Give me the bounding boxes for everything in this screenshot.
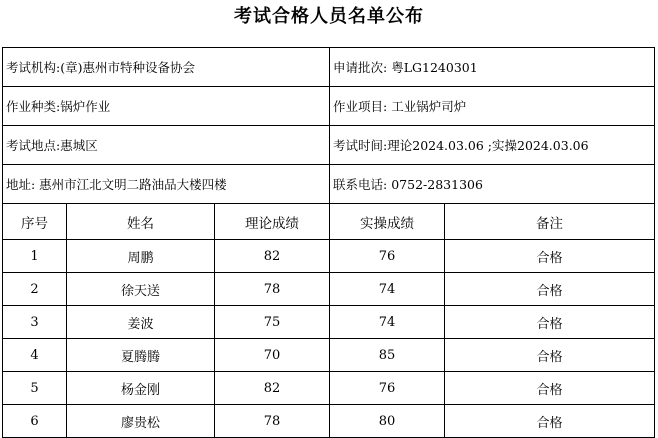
cell-practice: 74 <box>330 306 445 339</box>
cell-theory: 78 <box>215 405 330 438</box>
cell-note: 合格 <box>445 405 655 438</box>
cell-name: 夏腾腾 <box>67 339 215 372</box>
cell-name: 徐天送 <box>67 273 215 306</box>
cell-practice: 74 <box>330 273 445 306</box>
cell-no: 2 <box>3 273 67 306</box>
table-row <box>3 372 655 405</box>
cell-name: 周鹏 <box>67 240 215 273</box>
cell-note: 合格 <box>445 240 655 273</box>
cell-practice: 80 <box>330 405 445 438</box>
info-row-3 <box>3 126 655 165</box>
table-header-row <box>3 204 655 240</box>
cell-practice: 76 <box>330 372 445 405</box>
column-header-no: 序号 <box>3 204 67 240</box>
exam-location: 考试地点:惠城区 <box>3 126 330 165</box>
column-header-theory: 理论成绩 <box>215 204 330 240</box>
cell-no: 4 <box>3 339 67 372</box>
table-row <box>3 306 655 339</box>
cell-name: 姜波 <box>67 306 215 339</box>
contact-phone: 联系电话: 0752-2831306 <box>330 165 655 204</box>
cell-no: 6 <box>3 405 67 438</box>
address: 地址: 惠州市江北文明二路油品大楼四楼 <box>3 165 330 204</box>
column-header-name: 姓名 <box>67 204 215 240</box>
page-title: 考试合格人员名单公布 <box>234 6 424 27</box>
cell-theory: 82 <box>215 372 330 405</box>
cell-note: 合格 <box>445 273 655 306</box>
cell-name: 廖贵松 <box>67 405 215 438</box>
cell-no: 1 <box>3 240 67 273</box>
cell-note: 合格 <box>445 306 655 339</box>
table-row <box>3 273 655 306</box>
job-category: 作业种类:锅炉作业 <box>3 87 330 126</box>
table-row <box>3 405 655 438</box>
cell-no: 5 <box>3 372 67 405</box>
cell-note: 合格 <box>445 372 655 405</box>
cell-no: 3 <box>3 306 67 339</box>
exam-time: 考试时间:理论2024.03.06 ;实操2024.03.06 <box>330 126 655 165</box>
cell-theory: 75 <box>215 306 330 339</box>
cell-theory: 70 <box>215 339 330 372</box>
job-item: 作业项目: 工业锅炉司炉 <box>330 87 655 126</box>
cell-name: 杨金刚 <box>67 372 215 405</box>
cell-theory: 78 <box>215 273 330 306</box>
cell-theory: 82 <box>215 240 330 273</box>
column-header-note: 备注 <box>445 204 655 240</box>
table-row <box>3 339 655 372</box>
info-row-4 <box>3 165 655 204</box>
column-header-practice: 实操成绩 <box>330 204 445 240</box>
info-row-1 <box>3 48 655 87</box>
results-table <box>2 47 655 438</box>
approval-batch: 申请批次: 粤LG1240301 <box>330 48 655 87</box>
exam-org: 考试机构:(章)惠州市特种设备协会 <box>3 48 330 87</box>
cell-practice: 85 <box>330 339 445 372</box>
cell-note: 合格 <box>445 339 655 372</box>
cell-practice: 76 <box>330 240 445 273</box>
info-row-2 <box>3 87 655 126</box>
table-row <box>3 240 655 273</box>
